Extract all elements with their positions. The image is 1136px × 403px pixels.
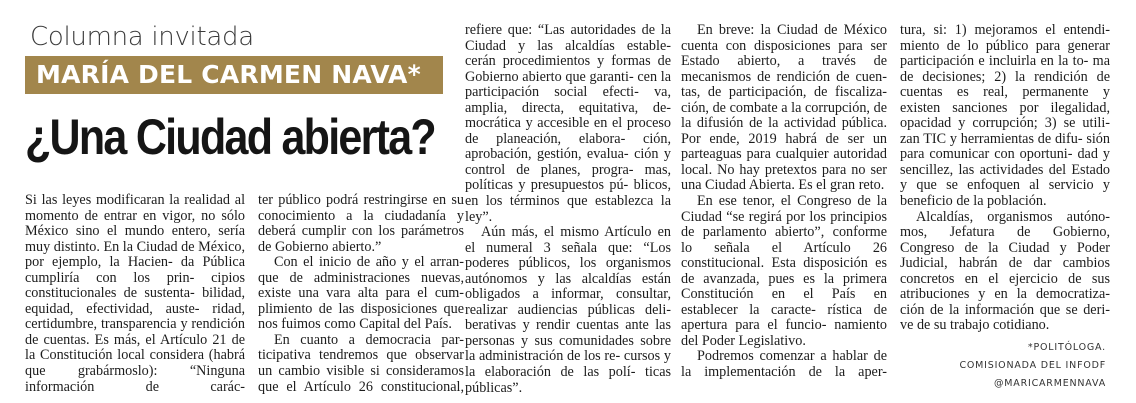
- paragraph-1: Si las leyes modificaran la realidad al momento de entrar en vigor, no sólo México sino el mundo entero, sería muy distinto. En la Ciudad de México, por ejemplo, la Hacien- da Pública cumpliría con los prin- cipios constitucionales de sustenta- bilidad, equidad, efectividad, auste- ridad, certidumbre, transparencia y rendición de cuentas. Es más, el Artículo 21 de la Constitución local considera (habrá que grabármoslo): “Ninguna información de carác-: [25, 192, 246, 395]
- text-column-2: [258, 193, 464, 395]
- paragraph-3-cont: refiere que: “Las autoridades de la Ciudad y las alcaldías estable- cerán procedimientos y formas de Gobierno abierto que garanti- cen la participación social efecti- va, amplia, directa, equitativa, de- mocrática y accesible en el proceso de planeación, elabora- ción, aprobación, gestión, evalua- ción y control de planes, progra- mas, políticas y presupuestos pú- blicos, en los términos que establezca la ley”.: [465, 22, 672, 225]
- paragraph-7-cont: tura, si: 1) mejoramos el entendi- miento de lo público para generar participación e incluirla en la to- ma de decisiones; 2) la rendición de cuentas es real, permanente y existen sanciones por ilegalidad, opacidad y corrupción; 3) se utili- zan TIC y herramientas de difu- sión para comunicar con oportuni- dad y sencillez, las actividades del Estado y que se enfoquen al servicio y beneficio de la población.: [900, 22, 1111, 210]
- paragraph-8: Alcaldías, organismos autóno- mos, Jefatura de Gobierno, Congreso de la Ciudad y Poder Judicial, habrán de dar cambios concretos en el ejercicio de sus atribuciones y en la democratiza- ción de la información que se deri- ve de su trabajo cotidiano.: [900, 208, 1110, 334]
- paragraph-4: Aún más, el mismo Artículo en el numeral 3 señala que: “Los poderes públicos, los organismos autónomos y las alcaldías están obligados a informar, consultar, realizar audiencias públicas deli- berativas y rendir cuentas ante las personas y sus comunidades sobre la administración de los re- cursos y la elaboración de las polí- ticas públicas”.: [465, 224, 672, 396]
- footnote-position: COMISIONADA DEL INFODF: [959, 360, 1106, 371]
- paragraph-6: En ese tenor, el Congreso de la Ciudad “se regirá por los principios de parlamento abierto”, conforme lo señala el Artículo 26 constitucional. Esta disposición es de avanzada, pues es la primera Constitución en el País en establecer la caracte- rística de apertura para el funcio- namiento del Poder Legislativo.: [681, 193, 888, 349]
- text-column-5: [900, 23, 1110, 334]
- text-column-3: [465, 23, 671, 396]
- text-column-4: [681, 23, 887, 381]
- paragraph-5: En breve: la Ciudad de México cuenta con disposiciones para ser Estado abierto, a través de mecanismos de rendición de cuen- tas, de participación, de fiscaliza- ción, de combate a la corrupción, de la difusión de la actividad pública. Por ende, 2019 habrá de ser un parteaguas para cualquier autoridad local. No hay pretextos para no ser una Ciudad Abierta. Es el gran reto.: [681, 22, 888, 194]
- author-name: MARÍA DEL CARMEN NAVA*: [36, 60, 421, 89]
- text-column-1: [25, 193, 245, 395]
- paragraph-2: Con el inicio de año y el arran- que de administraciones nuevas, existe una vara alta para el cum- plimiento de las disposiciones que nos fuimos como Capital del País.: [258, 254, 464, 333]
- paragraph-7: Podremos comenzar a hablar de la implementación de la aper-: [681, 348, 888, 381]
- paragraph-3: En cuanto a democracia par- ticipativa tendremos que observar un cambio visible si consideramos que el Artículo 26 constitucional,: [258, 331, 464, 395]
- section-label: Columna invitada: [30, 22, 254, 52]
- paragraph-1-cont: ter público podrá restringirse en su conocimiento a la ciudadanía y deberá cumplir con los parámetros de Gobierno abierto.”: [258, 192, 464, 255]
- footnote-role: *POLITÓLOGA.: [1027, 342, 1106, 353]
- article-title: ¿Una Ciudad abierta?: [25, 109, 435, 165]
- footnote-handle: @MARICARMENNAVA: [993, 378, 1106, 389]
